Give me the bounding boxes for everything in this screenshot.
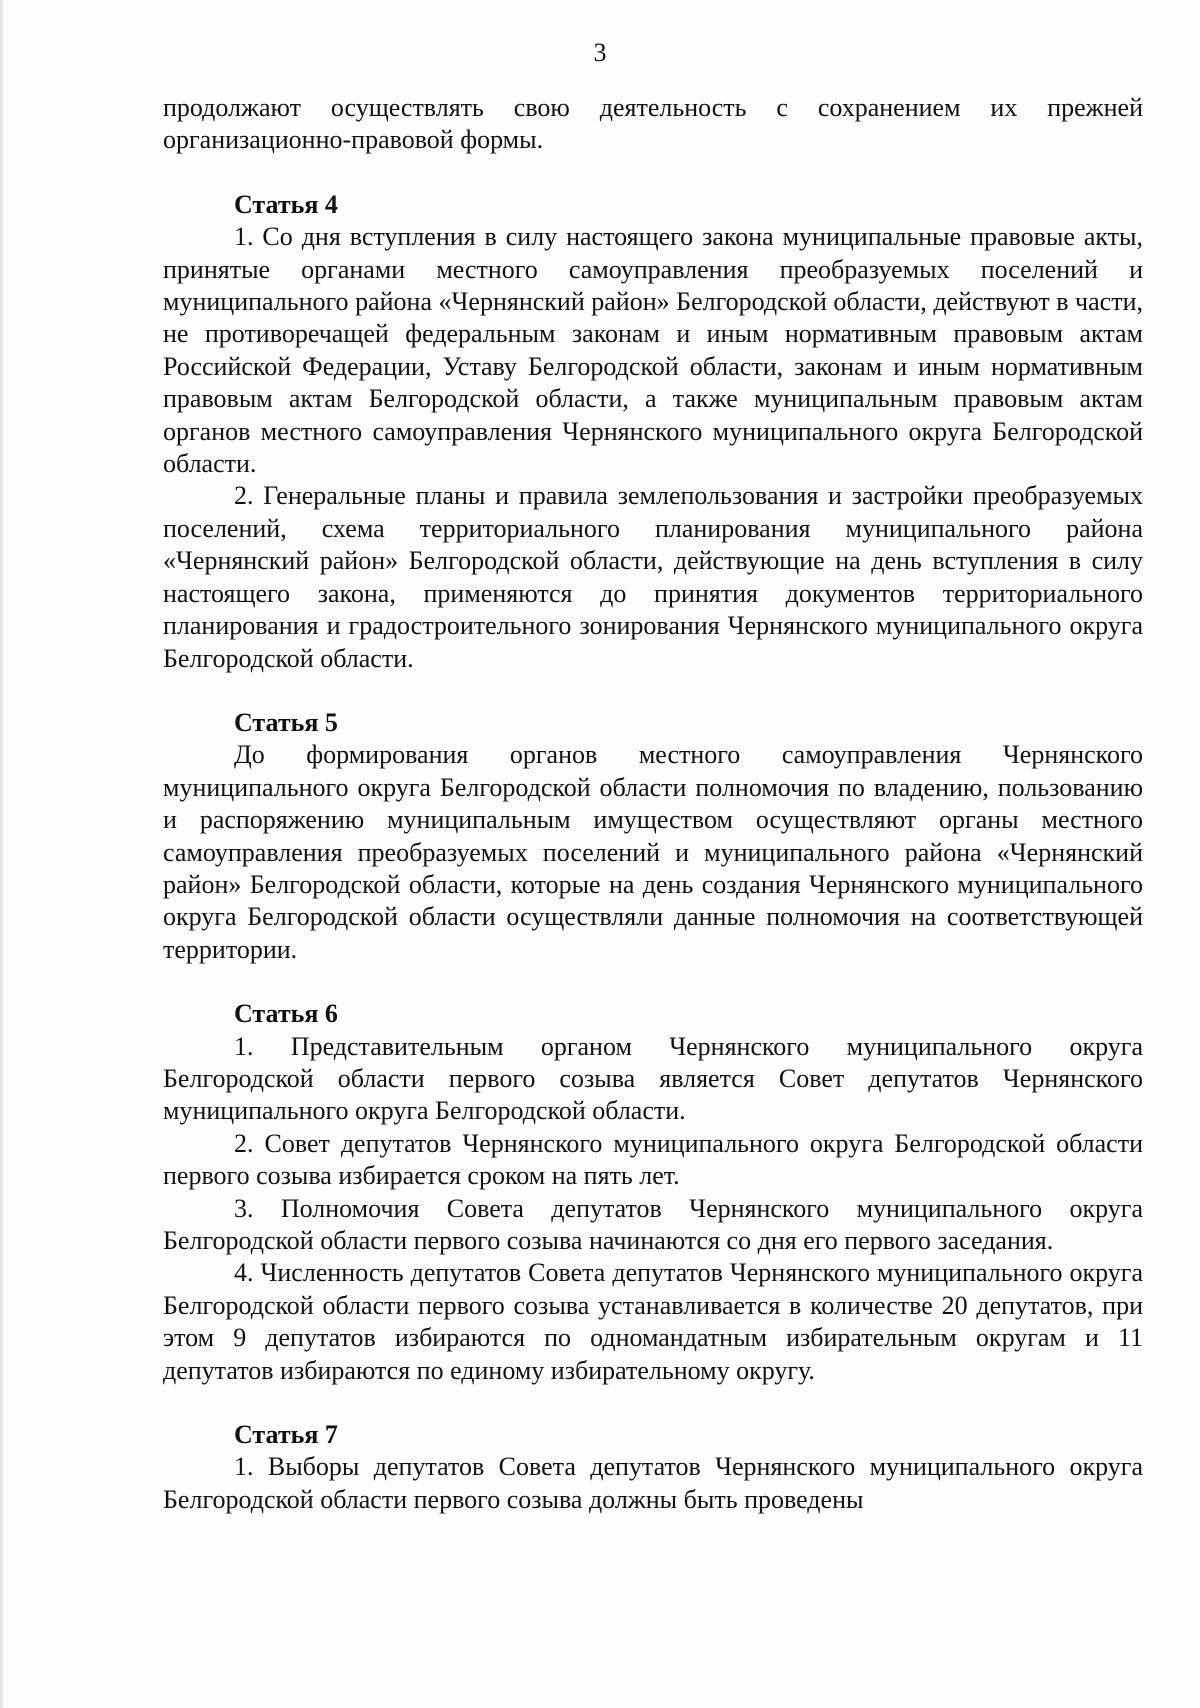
article-6: [163, 998, 1143, 1387]
section-spacer: [163, 966, 1143, 998]
article-4: [163, 189, 1143, 675]
scan-edge: [0, 0, 3, 1708]
article-paragraph: 2. Генеральные планы и правила землепользования и застройки преобразуемых поселений, схема территориального планирования муниципального района «Чернянский район» Белгородской области, действующие на день вступления в силу настоящего закона, применяются до принятия документов территориального планирования и градостроительного зонирования Чернянского муниципального округа Белгородской области.: [163, 481, 1143, 673]
page-number: 3: [593, 38, 607, 67]
article-heading: Статья 6: [234, 999, 338, 1029]
section-spacer: [163, 675, 1143, 707]
article-heading: Статья 4: [234, 189, 338, 219]
article-paragraph: 1. Со дня вступления в силу настоящего закона муниципальные правовые акты, принятые органами местного самоуправления преобразуемых поселений и муниципального района «Чернянский район» Белгородской области, действуют в части, не противоречащей федеральным законам и иным нормативным правовым актам Российской Федерации, Уставу Белгородской области, законам и иным нормативным правовым актам Белгородской области, а также муниципальным правовым актам органов местного самоуправления Чернянского муниципального округа Белгородской области.: [163, 222, 1143, 479]
section-spacer: [163, 1387, 1143, 1419]
article-5: [163, 707, 1143, 966]
article-paragraph: До формирования органов местного самоуправления Чернянского муниципального округа Белгородской области полномочия по владению, пользованию и распоряжению муниципальным имуществом осуществляют органы местного самоуправления преобразуемых поселений и муниципального района «Чернянский район» Белгородской области, которые на день создания Чернянского муниципального округа Белгородской области осуществляли данные полномочия на соответствующей территории.: [163, 740, 1143, 964]
article-7: [163, 1419, 1143, 1516]
article-heading: Статья 7: [234, 1420, 338, 1450]
article-paragraph: 3. Полномочия Совета депутатов Чернянского муниципального округа Белгородской области первого созыва начинаются со дня его первого заседания.: [163, 1193, 1143, 1255]
article-paragraph: 4. Численность депутатов Совета депутатов Чернянского муниципального округа Белгородской области первого созыва устанавливается в количестве 20 депутатов, при этом 9 депутатов избираются по одномандатным избирательным округам и 11 депутатов избираются по единому избирательному округу.: [163, 1258, 1143, 1385]
section-spacer: [163, 157, 1143, 189]
continuation-paragraph: продолжают осуществлять свою деятельность с сохранением их прежней организационно-правовой формы.: [163, 93, 1143, 155]
article-heading: Статья 5: [234, 707, 338, 737]
article-paragraph: 1. Выборы депутатов Совета депутатов Чернянского муниципального округа Белгородской области первого созыва должны быть проведены: [163, 1452, 1143, 1514]
article-paragraph: 1. Представительным органом Чернянского муниципального округа Белгородской области первого созыва является Совет депутатов Чернянского муниципального округа Белгородской области.: [163, 1031, 1143, 1126]
document-body: [163, 92, 1143, 1516]
article-paragraph: 2. Совет депутатов Чернянского муниципального округа Белгородской области первого созыва избирается сроком на пять лет.: [163, 1128, 1143, 1191]
